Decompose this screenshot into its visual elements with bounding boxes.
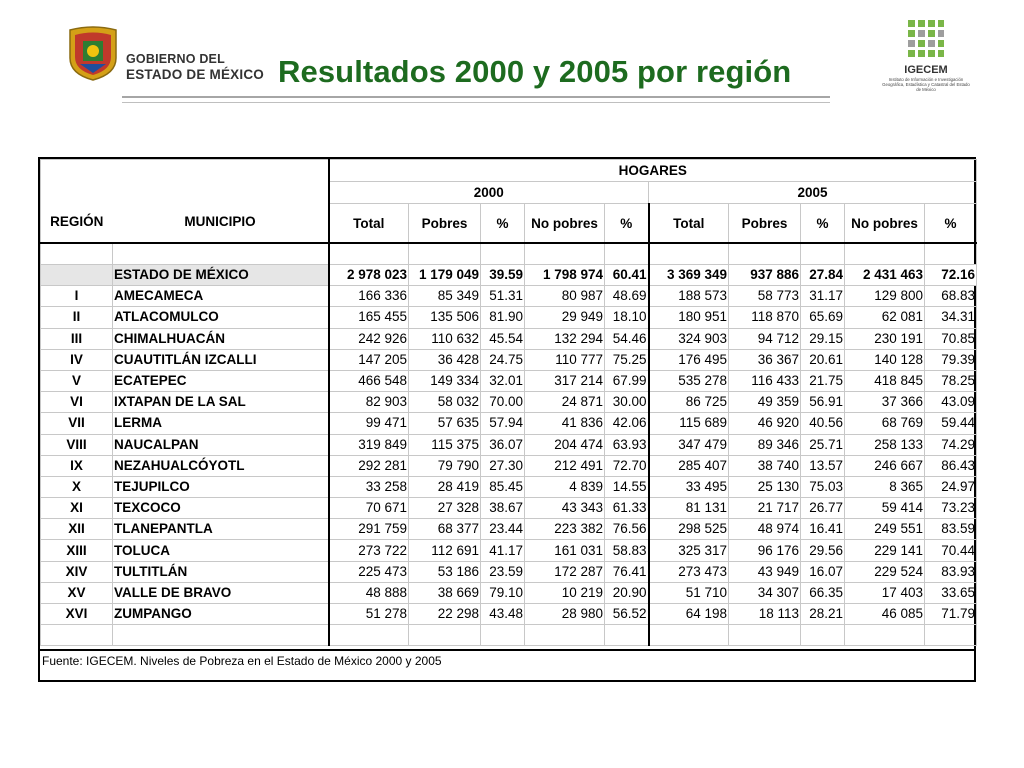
cell-no-pobres-2000: 24 871 xyxy=(525,392,605,413)
cell-no-pobres-2005: 229 141 xyxy=(845,540,925,561)
cell-total-2005: 3 369 349 xyxy=(649,265,729,286)
table-row xyxy=(41,476,977,497)
spacer-row xyxy=(41,243,977,265)
cell-pobres-2005: 937 886 xyxy=(729,265,801,286)
cell-no-pobres-2000: 41 836 xyxy=(525,413,605,434)
cell-no-pobres-2005: 418 845 xyxy=(845,370,925,391)
cell-pct-pobres-2005: 65.69 xyxy=(801,307,845,328)
cell-total-2005: 33 495 xyxy=(649,476,729,497)
cell-no-pobres-2000: 1 798 974 xyxy=(525,265,605,286)
cell-region: XII xyxy=(41,519,113,540)
cell-municipio: ECATEPEC xyxy=(113,370,329,391)
cell-no-pobres-2000: 4 839 xyxy=(525,476,605,497)
cell-no-pobres-2005: 140 128 xyxy=(845,349,925,370)
cell-municipio: ESTADO DE MÉXICO xyxy=(113,265,329,286)
cell-pobres-2005: 58 773 xyxy=(729,286,801,307)
cell-total-2000: 2 978 023 xyxy=(329,265,409,286)
cell-pct-no-pobres-2005: 71.79 xyxy=(925,604,977,625)
cell-pct-no-pobres-2000: 75.25 xyxy=(605,349,649,370)
cell-total-2005: 188 573 xyxy=(649,286,729,307)
cell-no-pobres-2000: 212 491 xyxy=(525,455,605,476)
cell-region xyxy=(41,265,113,286)
cell-no-pobres-2005: 17 403 xyxy=(845,582,925,603)
cell-total-2000: 292 281 xyxy=(329,455,409,476)
cell-pobres-2005: 46 920 xyxy=(729,413,801,434)
cell-pct-pobres-2000: 70.00 xyxy=(481,392,525,413)
cell-pobres-2000: 1 179 049 xyxy=(409,265,481,286)
igecem-grid-icon xyxy=(906,18,946,62)
cell-pct-pobres-2005: 25.71 xyxy=(801,434,845,455)
cell-pct-no-pobres-2005: 83.59 xyxy=(925,519,977,540)
cell-total-2000: 33 258 xyxy=(329,476,409,497)
cell-total-2005: 64 198 xyxy=(649,604,729,625)
cell-no-pobres-2000: 80 987 xyxy=(525,286,605,307)
cell-no-pobres-2000: 161 031 xyxy=(525,540,605,561)
cell-region: IV xyxy=(41,349,113,370)
cell-pobres-2005: 48 974 xyxy=(729,519,801,540)
table-row xyxy=(41,498,977,519)
cell-pct-pobres-2005: 28.21 xyxy=(801,604,845,625)
cell-pct-pobres-2000: 32.01 xyxy=(481,370,525,391)
cell-pobres-2005: 49 359 xyxy=(729,392,801,413)
cell-municipio: TEXCOCO xyxy=(113,498,329,519)
cell-total-2000: 166 336 xyxy=(329,286,409,307)
cell-pobres-2000: 53 186 xyxy=(409,561,481,582)
cell-region: XIII xyxy=(41,540,113,561)
cell-total-2005: 324 903 xyxy=(649,328,729,349)
cell-total-2005: 535 278 xyxy=(649,370,729,391)
cell-total-2000: 70 671 xyxy=(329,498,409,519)
cell-pct-no-pobres-2000: 63.93 xyxy=(605,434,649,455)
cell-total-2005: 347 479 xyxy=(649,434,729,455)
cell-pct-no-pobres-2000: 54.46 xyxy=(605,328,649,349)
cell-pct-pobres-2005: 27.84 xyxy=(801,265,845,286)
cell-no-pobres-2000: 29 949 xyxy=(525,307,605,328)
estado-de-mexico-shield-logo xyxy=(66,24,120,82)
cell-pct-no-pobres-2005: 86.43 xyxy=(925,455,977,476)
cell-pobres-2000: 28 419 xyxy=(409,476,481,497)
cell-pct-no-pobres-2000: 67.99 xyxy=(605,370,649,391)
cell-municipio: NAUCALPAN xyxy=(113,434,329,455)
cell-no-pobres-2005: 8 365 xyxy=(845,476,925,497)
table-row xyxy=(41,349,977,370)
cell-pobres-2005: 25 130 xyxy=(729,476,801,497)
cell-no-pobres-2005: 37 366 xyxy=(845,392,925,413)
col-total-2000: Total xyxy=(329,204,409,244)
title-underline-thin xyxy=(122,102,830,103)
cell-region: I xyxy=(41,286,113,307)
cell-total-2005: 298 525 xyxy=(649,519,729,540)
cell-pct-pobres-2000: 36.07 xyxy=(481,434,525,455)
cell-pct-no-pobres-2000: 42.06 xyxy=(605,413,649,434)
table-row xyxy=(41,604,977,625)
title-underline xyxy=(122,96,830,98)
cell-pct-no-pobres-2005: 68.83 xyxy=(925,286,977,307)
cell-municipio: ATLACOMULCO xyxy=(113,307,329,328)
cell-municipio: CHIMALHUACÁN xyxy=(113,328,329,349)
region-municipio-header xyxy=(41,160,329,244)
cell-pct-no-pobres-2000: 20.90 xyxy=(605,582,649,603)
cell-pobres-2005: 96 176 xyxy=(729,540,801,561)
cell-region: XV xyxy=(41,582,113,603)
gobierno-text xyxy=(126,52,264,82)
cell-pct-no-pobres-2000: 48.69 xyxy=(605,286,649,307)
cell-pct-pobres-2000: 23.44 xyxy=(481,519,525,540)
cell-pct-no-pobres-2000: 60.41 xyxy=(605,265,649,286)
cell-pct-no-pobres-2005: 70.85 xyxy=(925,328,977,349)
cell-municipio: CUAUTITLÁN IZCALLI xyxy=(113,349,329,370)
cell-pobres-2000: 79 790 xyxy=(409,455,481,476)
cell-pct-pobres-2005: 29.56 xyxy=(801,540,845,561)
table-row xyxy=(41,328,977,349)
cell-pct-no-pobres-2005: 59.44 xyxy=(925,413,977,434)
cell-municipio: TEJUPILCO xyxy=(113,476,329,497)
cell-region: X xyxy=(41,476,113,497)
cell-pct-pobres-2005: 20.61 xyxy=(801,349,845,370)
cell-municipio: IXTAPAN DE LA SAL xyxy=(113,392,329,413)
cell-pct-pobres-2005: 16.07 xyxy=(801,561,845,582)
cell-no-pobres-2000: 43 343 xyxy=(525,498,605,519)
cell-no-pobres-2000: 172 287 xyxy=(525,561,605,582)
col-pct-pobres-2000: % xyxy=(481,204,525,244)
table-row xyxy=(41,392,977,413)
cell-total-2005: 86 725 xyxy=(649,392,729,413)
gov-line-2: ESTADO DE MÉXICO xyxy=(126,67,264,82)
cell-pct-no-pobres-2005: 79.39 xyxy=(925,349,977,370)
cell-total-2005: 81 131 xyxy=(649,498,729,519)
cell-pobres-2000: 112 691 xyxy=(409,540,481,561)
cell-pct-pobres-2000: 23.59 xyxy=(481,561,525,582)
col-no-pobres-2005: No pobres xyxy=(845,204,925,244)
gov-line-1: GOBIERNO DEL xyxy=(126,52,225,66)
cell-pct-pobres-2000: 43.48 xyxy=(481,604,525,625)
cell-pobres-2005: 43 949 xyxy=(729,561,801,582)
cell-municipio: NEZAHUALCÓYOTL xyxy=(113,455,329,476)
cell-total-2005: 51 710 xyxy=(649,582,729,603)
cell-total-2005: 180 951 xyxy=(649,307,729,328)
cell-pct-no-pobres-2005: 70.44 xyxy=(925,540,977,561)
cell-no-pobres-2005: 59 414 xyxy=(845,498,925,519)
cell-total-2000: 99 471 xyxy=(329,413,409,434)
cell-pct-pobres-2005: 31.17 xyxy=(801,286,845,307)
cell-pct-no-pobres-2000: 58.83 xyxy=(605,540,649,561)
col-total-2005: Total xyxy=(649,204,729,244)
table-row xyxy=(41,413,977,434)
cell-pct-pobres-2000: 38.67 xyxy=(481,498,525,519)
cell-no-pobres-2005: 230 191 xyxy=(845,328,925,349)
cell-region: VIII xyxy=(41,434,113,455)
cell-pobres-2005: 21 717 xyxy=(729,498,801,519)
cell-pct-no-pobres-2000: 30.00 xyxy=(605,392,649,413)
cell-pobres-2000: 38 669 xyxy=(409,582,481,603)
cell-total-2005: 115 689 xyxy=(649,413,729,434)
cell-pct-no-pobres-2000: 72.70 xyxy=(605,455,649,476)
cell-pct-pobres-2005: 66.35 xyxy=(801,582,845,603)
cell-no-pobres-2000: 223 382 xyxy=(525,519,605,540)
cell-no-pobres-2000: 110 777 xyxy=(525,349,605,370)
cell-pct-no-pobres-2000: 76.41 xyxy=(605,561,649,582)
cell-pct-pobres-2000: 85.45 xyxy=(481,476,525,497)
cell-pobres-2000: 85 349 xyxy=(409,286,481,307)
cell-region: V xyxy=(41,370,113,391)
cell-pobres-2000: 68 377 xyxy=(409,519,481,540)
cell-municipio: TULTITLÁN xyxy=(113,561,329,582)
hogares-header: HOGARES xyxy=(329,160,977,182)
cell-pobres-2005: 34 307 xyxy=(729,582,801,603)
cell-pct-no-pobres-2000: 18.10 xyxy=(605,307,649,328)
page-title: Resultados 2000 y 2005 por región xyxy=(278,54,792,89)
cell-pct-pobres-2000: 24.75 xyxy=(481,349,525,370)
cell-no-pobres-2000: 132 294 xyxy=(525,328,605,349)
cell-total-2005: 273 473 xyxy=(649,561,729,582)
cell-municipio: LERMA xyxy=(113,413,329,434)
cell-region: II xyxy=(41,307,113,328)
cell-region: III xyxy=(41,328,113,349)
col-pobres-2000: Pobres xyxy=(409,204,481,244)
cell-total-2000: 273 722 xyxy=(329,540,409,561)
cell-pobres-2000: 58 032 xyxy=(409,392,481,413)
cell-pobres-2000: 115 375 xyxy=(409,434,481,455)
cell-no-pobres-2000: 10 219 xyxy=(525,582,605,603)
col-no-pobres-2000: No pobres xyxy=(525,204,605,244)
cell-pct-no-pobres-2000: 61.33 xyxy=(605,498,649,519)
cell-municipio: TLANEPANTLA xyxy=(113,519,329,540)
cell-pobres-2005: 116 433 xyxy=(729,370,801,391)
cell-total-2000: 51 278 xyxy=(329,604,409,625)
cell-pobres-2000: 110 632 xyxy=(409,328,481,349)
cell-pct-pobres-2000: 41.17 xyxy=(481,540,525,561)
cell-pct-pobres-2005: 26.77 xyxy=(801,498,845,519)
cell-pct-no-pobres-2005: 73.23 xyxy=(925,498,977,519)
cell-total-2005: 325 317 xyxy=(649,540,729,561)
cell-no-pobres-2005: 258 133 xyxy=(845,434,925,455)
cell-pct-pobres-2000: 45.54 xyxy=(481,328,525,349)
cell-total-2005: 176 495 xyxy=(649,349,729,370)
cell-total-2000: 291 759 xyxy=(329,519,409,540)
cell-pct-no-pobres-2000: 76.56 xyxy=(605,519,649,540)
cell-pct-pobres-2000: 39.59 xyxy=(481,265,525,286)
col-pct-pobres-2005: % xyxy=(801,204,845,244)
col-pct-no-pobres-2000: % xyxy=(605,204,649,244)
cell-pct-no-pobres-2000: 14.55 xyxy=(605,476,649,497)
cell-pobres-2005: 18 113 xyxy=(729,604,801,625)
results-table-frame xyxy=(38,157,976,682)
cell-pobres-2005: 36 367 xyxy=(729,349,801,370)
cell-municipio: ZUMPANGO xyxy=(113,604,329,625)
cell-pobres-2000: 27 328 xyxy=(409,498,481,519)
table-row xyxy=(41,561,977,582)
table-row xyxy=(41,434,977,455)
col-municipio-header: MUNICIPIO xyxy=(184,214,256,229)
cell-pobres-2005: 118 870 xyxy=(729,307,801,328)
cell-pct-no-pobres-2005: 24.97 xyxy=(925,476,977,497)
results-table xyxy=(40,159,977,646)
cell-pct-pobres-2000: 51.31 xyxy=(481,286,525,307)
cell-municipio: TOLUCA xyxy=(113,540,329,561)
cell-region: IX xyxy=(41,455,113,476)
cell-region: VII xyxy=(41,413,113,434)
cell-region: VI xyxy=(41,392,113,413)
cell-pct-pobres-2005: 56.91 xyxy=(801,392,845,413)
cell-pct-pobres-2000: 79.10 xyxy=(481,582,525,603)
spacer-row xyxy=(41,625,977,646)
cell-no-pobres-2005: 2 431 463 xyxy=(845,265,925,286)
cell-pct-no-pobres-2000: 56.52 xyxy=(605,604,649,625)
cell-no-pobres-2005: 62 081 xyxy=(845,307,925,328)
cell-no-pobres-2005: 246 667 xyxy=(845,455,925,476)
cell-pct-pobres-2000: 27.30 xyxy=(481,455,525,476)
cell-pct-pobres-2005: 40.56 xyxy=(801,413,845,434)
cell-region: XIV xyxy=(41,561,113,582)
cell-pct-no-pobres-2005: 33.65 xyxy=(925,582,977,603)
cell-total-2005: 285 407 xyxy=(649,455,729,476)
cell-no-pobres-2000: 317 214 xyxy=(525,370,605,391)
col-pobres-2005: Pobres xyxy=(729,204,801,244)
cell-pobres-2005: 38 740 xyxy=(729,455,801,476)
cell-pobres-2000: 57 635 xyxy=(409,413,481,434)
table-row xyxy=(41,286,977,307)
table-row xyxy=(41,307,977,328)
cell-no-pobres-2000: 28 980 xyxy=(525,604,605,625)
cell-pct-pobres-2000: 57.94 xyxy=(481,413,525,434)
cell-no-pobres-2005: 46 085 xyxy=(845,604,925,625)
cell-pobres-2000: 149 334 xyxy=(409,370,481,391)
cell-pct-pobres-2005: 29.15 xyxy=(801,328,845,349)
col-pct-no-pobres-2005: % xyxy=(925,204,977,244)
cell-total-2000: 147 205 xyxy=(329,349,409,370)
cell-pct-pobres-2000: 81.90 xyxy=(481,307,525,328)
cell-no-pobres-2000: 204 474 xyxy=(525,434,605,455)
cell-pobres-2005: 89 346 xyxy=(729,434,801,455)
cell-pct-pobres-2005: 13.57 xyxy=(801,455,845,476)
cell-total-2000: 165 455 xyxy=(329,307,409,328)
cell-pct-no-pobres-2005: 43.09 xyxy=(925,392,977,413)
table-row xyxy=(41,455,977,476)
cell-total-2000: 319 849 xyxy=(329,434,409,455)
cell-pct-no-pobres-2005: 34.31 xyxy=(925,307,977,328)
cell-pobres-2000: 36 428 xyxy=(409,349,481,370)
col-region-header: REGIÓN xyxy=(50,214,104,229)
cell-total-2000: 466 548 xyxy=(329,370,409,391)
cell-pct-no-pobres-2005: 72.16 xyxy=(925,265,977,286)
cell-pct-pobres-2005: 16.41 xyxy=(801,519,845,540)
cell-pct-pobres-2005: 75.03 xyxy=(801,476,845,497)
igecem-subtitle: Instituto de Información e Investigación Geográfica, Estadística y Catastral del Estado de México xyxy=(882,77,970,92)
table-row xyxy=(41,540,977,561)
cell-municipio: AMECAMECA xyxy=(113,286,329,307)
cell-pct-no-pobres-2005: 83.93 xyxy=(925,561,977,582)
cell-pobres-2000: 135 506 xyxy=(409,307,481,328)
cell-pobres-2005: 94 712 xyxy=(729,328,801,349)
cell-municipio: VALLE DE BRAVO xyxy=(113,582,329,603)
cell-no-pobres-2005: 68 769 xyxy=(845,413,925,434)
igecem-name: IGECEM xyxy=(904,64,948,76)
cell-pct-no-pobres-2005: 78.25 xyxy=(925,370,977,391)
cell-pct-pobres-2005: 21.75 xyxy=(801,370,845,391)
source-note: Fuente: IGECEM. Niveles de Pobreza en el Estado de México 2000 y 2005 xyxy=(40,649,976,681)
cell-no-pobres-2005: 229 524 xyxy=(845,561,925,582)
cell-pct-no-pobres-2005: 74.29 xyxy=(925,434,977,455)
igecem-logo xyxy=(878,14,974,100)
cell-total-2000: 48 888 xyxy=(329,582,409,603)
year-2000-header: 2000 xyxy=(329,182,649,204)
cell-region: XI xyxy=(41,498,113,519)
table-row-total xyxy=(41,265,977,286)
cell-no-pobres-2005: 129 800 xyxy=(845,286,925,307)
cell-pobres-2000: 22 298 xyxy=(409,604,481,625)
cell-region: XVI xyxy=(41,604,113,625)
table-row xyxy=(41,519,977,540)
cell-total-2000: 242 926 xyxy=(329,328,409,349)
table-row xyxy=(41,370,977,391)
cell-total-2000: 82 903 xyxy=(329,392,409,413)
cell-no-pobres-2005: 249 551 xyxy=(845,519,925,540)
year-2005-header: 2005 xyxy=(649,182,977,204)
table-row xyxy=(41,582,977,603)
cell-total-2000: 225 473 xyxy=(329,561,409,582)
